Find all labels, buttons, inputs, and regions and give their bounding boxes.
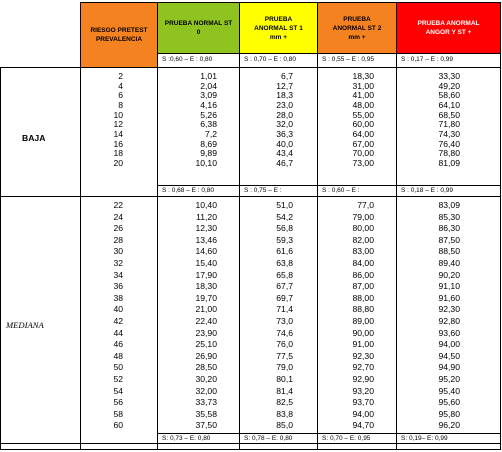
cell-risk: 56 bbox=[113, 398, 123, 408]
cell-angor: 91,60 bbox=[438, 293, 460, 303]
cell-risk: 28 bbox=[113, 235, 123, 245]
cell-anormal2: 91,00 bbox=[352, 340, 374, 350]
cell-anormal2: 31,00 bbox=[352, 81, 374, 91]
cell-anormal2: 88,00 bbox=[352, 293, 374, 303]
cell-angor: 83,09 bbox=[438, 201, 460, 210]
cell-angor: 94,00 bbox=[438, 340, 460, 350]
cell-anormal2: 48,00 bbox=[352, 100, 374, 110]
cell-normal: 25,10 bbox=[195, 340, 217, 350]
cell-risk: 38 bbox=[113, 293, 123, 303]
grid-line bbox=[157, 433, 501, 434]
cell-normal: 7,2 bbox=[205, 129, 217, 139]
cell-anormal2: 93,70 bbox=[352, 398, 374, 408]
note-anormal1: S: 0,78 – E: 0,80 bbox=[244, 435, 293, 442]
cell-anormal1: 32,0 bbox=[276, 120, 293, 130]
cell-anormal2: 60,00 bbox=[352, 120, 374, 130]
cell-anormal2: 88,80 bbox=[352, 305, 374, 315]
cell-risk: 60 bbox=[113, 421, 123, 431]
note-angor: S : 0,18 – E : 0,99 bbox=[401, 187, 454, 194]
cell-angor: 92,30 bbox=[438, 305, 460, 315]
grid-line bbox=[0, 196, 501, 197]
cell-angor: 94,50 bbox=[438, 351, 460, 361]
cell-anormal1: 59,3 bbox=[276, 235, 293, 245]
cell-normal: 26,90 bbox=[195, 351, 217, 361]
cell-normal: 6,38 bbox=[200, 120, 217, 130]
cell-normal: 1,01 bbox=[200, 72, 217, 81]
cell-anormal1: 61,6 bbox=[276, 247, 293, 257]
grid-line bbox=[0, 443, 501, 444]
cell-anormal2: 94,70 bbox=[352, 421, 374, 431]
cell-anormal1: 18,3 bbox=[276, 91, 293, 101]
cell-angor: 68,50 bbox=[438, 110, 460, 120]
cell-anormal1: 36,3 bbox=[276, 129, 293, 139]
cell-anormal2: 18,30 bbox=[352, 72, 374, 81]
cell-normal: 28,50 bbox=[195, 363, 217, 373]
cell-angor: 78,80 bbox=[438, 149, 460, 159]
cell-risk: 20 bbox=[113, 158, 123, 168]
cell-normal: 2,04 bbox=[200, 81, 217, 91]
grid-line bbox=[0, 67, 1, 450]
header-note-angor: S : 0,17 – E : 0,99 bbox=[401, 56, 454, 63]
cell-risk: 58 bbox=[113, 409, 123, 419]
cell-risk: 34 bbox=[113, 270, 123, 280]
cell-anormal2: 70,00 bbox=[352, 149, 374, 159]
grid-line bbox=[396, 2, 397, 450]
cell-angor: 58,60 bbox=[438, 91, 460, 101]
group-label-mediana: MEDIANA bbox=[6, 320, 44, 330]
header-anormal-1mm: PRUEBA ANORMAL ST 1 mm + bbox=[240, 3, 317, 53]
note-anormal2: S: 0,70 – E: 0,95 bbox=[322, 435, 371, 442]
cell-angor: 87,50 bbox=[438, 235, 460, 245]
cell-normal: 23,90 bbox=[195, 328, 217, 338]
cell-risk: 32 bbox=[113, 259, 123, 268]
cell-normal: 32,00 bbox=[195, 386, 217, 396]
note-normal: S : 0,68 – E : 0,80 bbox=[162, 187, 215, 194]
cell-angor: 90,20 bbox=[438, 270, 460, 280]
cell-angor: 94,90 bbox=[438, 363, 460, 373]
cell-normal: 10,10 bbox=[195, 158, 217, 168]
grid-line bbox=[80, 2, 81, 450]
cell-normal: 35,58 bbox=[195, 409, 217, 419]
cell-anormal1: 80,1 bbox=[276, 375, 293, 384]
cell-anormal2: 86,00 bbox=[352, 270, 374, 280]
cell-risk: 10 bbox=[113, 110, 123, 120]
cell-normal: 9,89 bbox=[200, 149, 217, 159]
cell-angor: 74,30 bbox=[438, 129, 460, 139]
cell-anormal1: 6,7 bbox=[281, 72, 293, 81]
cell-risk: 24 bbox=[113, 212, 123, 222]
cell-anormal2: 94,00 bbox=[352, 409, 374, 419]
cell-normal: 33,73 bbox=[195, 398, 217, 408]
cell-risk: 42 bbox=[113, 317, 123, 326]
cell-anormal1: 82,5 bbox=[276, 398, 293, 408]
cell-angor: 89,40 bbox=[438, 259, 460, 268]
cell-anormal1: 54,2 bbox=[276, 212, 293, 222]
cell-anormal2: 80,00 bbox=[352, 224, 374, 234]
cell-anormal1: 28,0 bbox=[276, 110, 293, 120]
cell-angor: 49,20 bbox=[438, 81, 460, 91]
cell-anormal2: 83,00 bbox=[352, 247, 374, 257]
cell-angor: 86,30 bbox=[438, 224, 460, 234]
cell-normal: 12,30 bbox=[195, 224, 217, 234]
cell-risk: 2 bbox=[118, 72, 123, 81]
cell-anormal1: 79,0 bbox=[276, 363, 293, 373]
cell-anormal2: 79,00 bbox=[352, 212, 374, 222]
cell-risk: 12 bbox=[113, 120, 123, 130]
grid-line bbox=[317, 2, 318, 450]
note-angor: S: 0,19– E: 0,99 bbox=[401, 435, 448, 442]
cell-angor: 95,60 bbox=[438, 398, 460, 408]
cell-anormal2: 87,00 bbox=[352, 282, 374, 292]
cell-anormal2: 84,00 bbox=[352, 259, 374, 268]
header-note-anormal-2mm: S : 0,55 – E : 0,95 bbox=[322, 56, 375, 63]
cell-anormal1: 77,5 bbox=[276, 351, 293, 361]
header-risk: RIESGO PRETEST PREVALENCIA bbox=[81, 3, 157, 67]
header-note-normal: S :0,60 – E : 0,80 bbox=[162, 56, 213, 63]
cell-normal: 14,60 bbox=[195, 247, 217, 257]
cell-anormal1: 81,4 bbox=[276, 386, 293, 396]
grid-line bbox=[157, 2, 158, 450]
cell-normal: 3,09 bbox=[200, 91, 217, 101]
grid-line bbox=[80, 2, 501, 3]
cell-risk: 46 bbox=[113, 340, 123, 350]
cell-anormal1: 65,8 bbox=[276, 270, 293, 280]
cell-angor: 91,10 bbox=[438, 282, 460, 292]
cell-risk: 50 bbox=[113, 363, 123, 373]
grid-line bbox=[0, 67, 501, 68]
cell-normal: 21,00 bbox=[195, 305, 217, 315]
note-normal: S: 0,73 – E: 0,80 bbox=[162, 435, 211, 442]
grid-line bbox=[0, 449, 501, 450]
group-label-baja: BAJA bbox=[22, 133, 46, 143]
cell-risk: 52 bbox=[113, 375, 123, 384]
cell-normal: 8,69 bbox=[200, 139, 217, 149]
cell-anormal1: 43,4 bbox=[276, 149, 293, 159]
cell-normal: 17,90 bbox=[195, 270, 217, 280]
cell-anormal2: 77,0 bbox=[357, 201, 374, 210]
cell-anormal2: 93,20 bbox=[352, 386, 374, 396]
cell-anormal2: 90,00 bbox=[352, 328, 374, 338]
cell-angor: 95,40 bbox=[438, 386, 460, 396]
cell-anormal1: 71,4 bbox=[276, 305, 293, 315]
cell-angor: 88,50 bbox=[438, 247, 460, 257]
cell-anormal1: 56,8 bbox=[276, 224, 293, 234]
cell-angor: 93,60 bbox=[438, 328, 460, 338]
cell-risk: 54 bbox=[113, 386, 123, 396]
header-note-anormal-1mm: S : 0,70 – E : 0,80 bbox=[244, 56, 297, 63]
cell-normal: 15,40 bbox=[195, 259, 217, 268]
cell-anormal2: 92,70 bbox=[352, 363, 374, 373]
cell-angor: 95,20 bbox=[438, 375, 460, 384]
cell-risk: 44 bbox=[113, 328, 123, 338]
cell-risk: 16 bbox=[113, 139, 123, 149]
cell-anormal2: 92,90 bbox=[352, 375, 374, 384]
grid-line bbox=[239, 2, 240, 450]
cell-normal: 11,20 bbox=[196, 212, 217, 222]
cell-anormal1: 74,6 bbox=[276, 328, 293, 338]
cell-anormal2: 67,00 bbox=[352, 139, 374, 149]
cell-normal: 13,46 bbox=[195, 235, 217, 245]
grid-line bbox=[500, 2, 501, 450]
note-anormal1: S : 0,75 – E : bbox=[244, 187, 282, 194]
cell-angor: 92,80 bbox=[438, 317, 460, 326]
cell-angor: 96,20 bbox=[438, 421, 460, 431]
cell-anormal2: 73,00 bbox=[352, 158, 374, 168]
grid-line bbox=[157, 185, 501, 186]
header-normal: PRUEBA NORMAL ST 0 bbox=[158, 3, 239, 53]
cell-anormal1: 46,7 bbox=[276, 158, 293, 168]
cell-anormal2: 92,30 bbox=[352, 351, 374, 361]
cell-anormal1: 23,0 bbox=[276, 100, 293, 110]
cell-normal: 22,40 bbox=[195, 317, 217, 326]
cell-risk: 40 bbox=[113, 305, 123, 315]
cell-risk: 18 bbox=[113, 149, 123, 159]
cell-normal: 37,50 bbox=[195, 421, 217, 431]
cell-normal: 10,40 bbox=[195, 201, 217, 210]
cell-anormal1: 67,7 bbox=[276, 282, 293, 292]
cell-angor: 85,30 bbox=[438, 212, 460, 222]
cell-anormal1: 85,0 bbox=[276, 421, 293, 431]
cell-risk: 48 bbox=[113, 351, 123, 361]
cell-anormal2: 89,00 bbox=[352, 317, 374, 326]
grid-line bbox=[157, 53, 501, 54]
cell-anormal2: 41,00 bbox=[352, 91, 374, 101]
cell-anormal2: 64,00 bbox=[352, 129, 374, 139]
note-anormal2: S : 0,60 – E : bbox=[322, 187, 360, 194]
cell-normal: 4,16 bbox=[200, 100, 217, 110]
cell-normal: 30,20 bbox=[195, 375, 217, 384]
cell-angor: 71,80 bbox=[438, 120, 460, 130]
cell-risk: 30 bbox=[113, 247, 123, 257]
cell-anormal1: 69,7 bbox=[276, 293, 293, 303]
cell-angor: 64,10 bbox=[438, 100, 460, 110]
header-angor: PRUEBA ANORMAL ANGOR Y ST + bbox=[397, 3, 500, 53]
cell-angor: 33,30 bbox=[438, 72, 460, 81]
cell-risk: 6 bbox=[118, 91, 123, 101]
cell-angor: 81,09 bbox=[438, 158, 460, 168]
cell-anormal1: 63,8 bbox=[276, 259, 293, 268]
cell-normal: 19,70 bbox=[195, 293, 217, 303]
cell-anormal1: 76,0 bbox=[276, 340, 293, 350]
cell-anormal1: 51,0 bbox=[276, 201, 293, 210]
cell-risk: 8 bbox=[118, 100, 123, 110]
cell-risk: 36 bbox=[113, 282, 123, 292]
cell-angor: 95,80 bbox=[438, 409, 460, 419]
cell-anormal1: 12,7 bbox=[276, 81, 293, 91]
cell-normal: 18,30 bbox=[195, 282, 217, 292]
cell-anormal1: 73,0 bbox=[276, 317, 293, 326]
cell-anormal2: 82,00 bbox=[352, 235, 374, 245]
header-anormal-2mm: PRUEBA ANORMAL ST 2 mm + bbox=[318, 3, 396, 53]
cell-risk: 22 bbox=[113, 201, 123, 210]
cell-anormal1: 83,8 bbox=[276, 409, 293, 419]
cell-normal: 5,26 bbox=[200, 110, 217, 120]
cell-anormal1: 40,0 bbox=[276, 139, 293, 149]
cell-risk: 4 bbox=[118, 81, 123, 91]
cell-risk: 26 bbox=[113, 224, 123, 234]
cell-risk: 14 bbox=[113, 129, 123, 139]
cell-anormal2: 55,00 bbox=[352, 110, 374, 120]
cell-angor: 76,40 bbox=[438, 139, 460, 149]
